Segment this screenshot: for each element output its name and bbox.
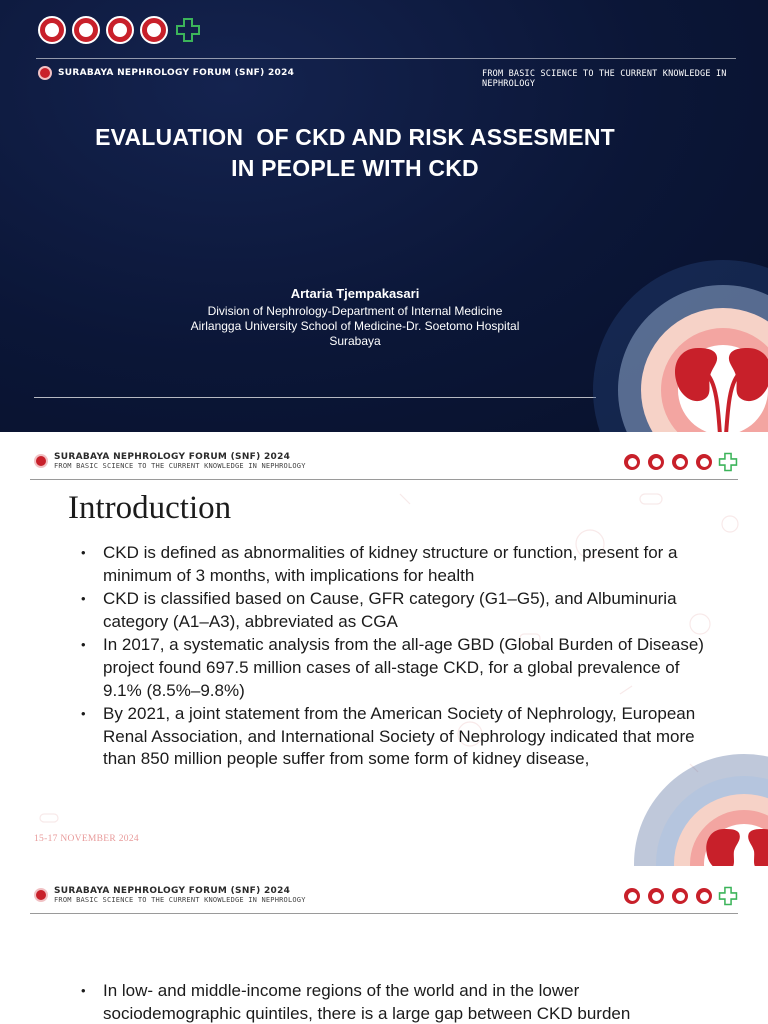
forum-tagline: FROM BASIC SCIENCE TO THE CURRENT KNOWLEDGE IN NEPHROLOGY xyxy=(54,462,306,470)
logo-cross-icon xyxy=(174,16,202,44)
logo-university-icon xyxy=(646,452,666,472)
title-slide xyxy=(0,0,768,432)
logo-pernefri-icon xyxy=(622,452,642,472)
forum-brand xyxy=(34,452,306,470)
partner-logos xyxy=(622,452,738,472)
forum-tagline: FROM BASIC SCIENCE TO THE CURRENT KNOWLEDGE IN NEPHROLOGY xyxy=(54,896,306,904)
logo-association-icon xyxy=(694,886,714,906)
logo-pernefri-icon xyxy=(622,886,642,906)
logo-association-icon xyxy=(694,452,714,472)
logo-university-icon xyxy=(646,886,666,906)
kidney-logo-icon xyxy=(38,66,52,80)
logo-association-icon xyxy=(140,16,168,44)
kidney-illustration-icon xyxy=(614,734,768,866)
forum-tagline: FROM BASIC SCIENCE TO THE CURRENT KNOWLEDGE IN NEPHROLOGY xyxy=(482,69,727,89)
logo-university-icon xyxy=(72,16,100,44)
logo-hospital-icon xyxy=(670,886,690,906)
partner-logos xyxy=(38,16,202,44)
list-item: • CKD is defined as abnormalities of kidney structure or function, present for a minimum of 3 months, with implications for health xyxy=(78,542,718,587)
list-item: • In 2017, a systematic analysis from the all-age GBD (Global Burden of Disease) project found 697.5 million cases of all-stage CKD, for a global prevalence of 9.1% (8.5%–9.8%) xyxy=(78,634,718,702)
affiliation-line-1: Division of Nephrology-Department of Internal Medicine xyxy=(207,304,503,318)
forum-title: SURABAYA NEPHROLOGY FORUM (SNF) 2024 xyxy=(54,886,291,896)
logo-hospital-icon xyxy=(670,452,690,472)
introduction-slide xyxy=(0,434,768,866)
kidney-logo-icon xyxy=(34,888,48,902)
header-divider xyxy=(30,479,738,480)
forum-brand xyxy=(34,886,306,904)
forum-title: SURABAYA NEPHROLOGY FORUM (SNF) 2024 xyxy=(58,68,295,78)
affiliation-line-2: Airlangga University School of Medicine-Dr. Soetomo Hospital xyxy=(190,319,520,333)
list-item: • CKD is classified based on Cause, GFR category (G1–G5), and Albuminuria category (A1–A3), abbreviated as CGA xyxy=(78,588,718,633)
header-divider xyxy=(36,58,736,59)
list-item: • In low- and middle-income regions of the world and in the lower sociodemographic quintiles, there is a large gap between CKD burden xyxy=(78,980,718,1024)
author-name: Artaria Tjempakasari xyxy=(290,286,420,301)
presentation-title xyxy=(40,122,670,184)
title-divider xyxy=(34,397,596,398)
title-line-1: EVALUATION OF CKD AND RISK ASSESMENT xyxy=(95,124,615,150)
list-item: • By 2021, a joint statement from the American Society of Nephrology, European Renal Association, and International Society of Nephrology indicated that more than 850 million people suffer from some form of kidney disease, xyxy=(78,703,718,771)
affiliation-line-3: Surabaya xyxy=(329,334,381,348)
forum-brand xyxy=(38,66,294,80)
partner-logos xyxy=(622,886,738,906)
logo-cross-icon xyxy=(718,886,738,906)
bullet-list xyxy=(78,980,718,1024)
title-line-2: IN PEOPLE WITH CKD xyxy=(231,155,479,181)
header-divider xyxy=(30,913,738,914)
logo-hospital-icon xyxy=(106,16,134,44)
logo-cross-icon xyxy=(718,452,738,472)
logo-pernefri-icon xyxy=(38,16,66,44)
forum-title: SURABAYA NEPHROLOGY FORUM (SNF) 2024 xyxy=(54,452,291,462)
event-date: 15-17 NOVEMBER 2024 xyxy=(34,834,139,844)
kidney-illustration-icon xyxy=(548,240,768,432)
kidney-logo-icon xyxy=(34,454,48,468)
continuation-slide xyxy=(0,868,768,1024)
slide-title: Introduction xyxy=(68,490,232,526)
